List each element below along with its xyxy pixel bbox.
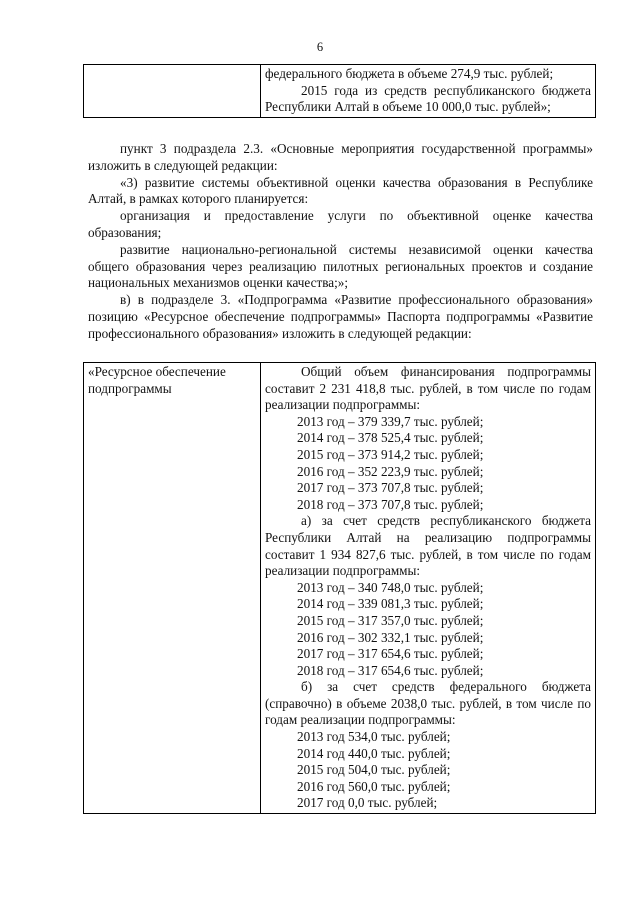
- year-line: 2016 год – 302 332,1 тыс. рублей;: [297, 629, 484, 645]
- year-line: 2018 год – 317 654,6 тыс. рублей;: [297, 662, 484, 678]
- paragraph: «3) развитие системы объективной оценки качества образования в Республике Алтай, в рамках которого планируется:: [88, 174, 593, 207]
- year-line: 2017 год 0,0 тыс. рублей;: [297, 795, 438, 811]
- table-cell-empty: [84, 65, 261, 118]
- year-line: 2016 год – 352 223,9 тыс. рублей;: [297, 463, 484, 479]
- year-line: 2013 год – 379 339,7 тыс. рублей;: [297, 413, 484, 429]
- table-row: [84, 363, 596, 814]
- paragraph: пункт 3 подраздела 2.3. «Основные мероприятия государственной программы» изложить в следующей редакции:: [88, 141, 593, 173]
- year-line: 2015 год – 317 357,0 тыс. рублей;: [297, 612, 484, 628]
- year-line: 2014 год – 339 081,3 тыс. рублей;: [297, 596, 484, 612]
- resource-table: [83, 362, 596, 814]
- body-text: [88, 141, 593, 343]
- year-line: 2015 год – 373 914,2 тыс. рублей;: [297, 446, 484, 462]
- year-list-total: [265, 414, 591, 514]
- table-line: 2015 года из средств республиканского бюджета Республики Алтай в объеме 10 000,0 тыс. рублей»;: [265, 82, 591, 115]
- year-list-b: [265, 729, 591, 812]
- year-line: 2015 год 504,0 тыс. рублей;: [297, 762, 451, 778]
- year-line: 2017 год – 373 707,8 тыс. рублей;: [297, 480, 484, 496]
- year-line: 2013 год 534,0 тыс. рублей;: [297, 729, 451, 745]
- table-line: федерального бюджета в объеме 274,9 тыс. рублей;: [265, 66, 554, 81]
- paragraph: организация и предоставление услуги по объективной оценке качества образования;: [88, 208, 593, 240]
- paragraph: развитие национально-региональной системы независимой оценки качества общего образования через реализацию пилотных региональных проектов и создание национальных механизмов оценки качества;»;: [88, 241, 593, 291]
- financing-part-b: б) за счет средств федерального бюджета (справочно) в объеме 2038,0 тыс. рублей, в том числе по годам реализации подпрограммы:: [265, 679, 591, 728]
- year-line: 2016 год 560,0 тыс. рублей;: [297, 778, 451, 794]
- financing-intro: Общий объем финансирования подпрограммы составит 2 231 418,8 тыс. рублей, в том числе по годам реализации подпрограммы:: [265, 364, 591, 413]
- table-cell-label: «Ресурсное обеспечение подпрограммы: [84, 363, 261, 814]
- page-number: 6: [316, 40, 324, 54]
- year-line: 2013 год – 340 748,0 тыс. рублей;: [297, 579, 484, 595]
- year-list-a: [265, 580, 591, 680]
- year-line: 2014 год – 378 525,4 тыс. рублей;: [297, 430, 484, 446]
- table-cell-text: [261, 65, 596, 118]
- financing-part-a: а) за счет средств республиканского бюджета Республики Алтай на реализацию подпрограммы составит 1 934 827,6 тыс. рублей, в том числе по годам реализации подпрограммы:: [265, 513, 591, 579]
- table-row: [84, 65, 596, 118]
- paragraph: в) в подразделе 3. «Подпрограмма «Развитие профессионального образования» позицию «Ресурсное обеспечение подпрограммы» Паспорта подпрограммы «Развитие профессионального образования» изложить в следующей редакции:: [88, 292, 593, 341]
- table-cell-content: [261, 363, 596, 814]
- top-table: [83, 64, 596, 118]
- year-line: 2014 год 440,0 тыс. рублей;: [297, 745, 451, 761]
- year-line: 2018 год – 373 707,8 тыс. рублей;: [297, 496, 484, 512]
- year-line: 2017 год – 317 654,6 тыс. рублей;: [297, 646, 484, 662]
